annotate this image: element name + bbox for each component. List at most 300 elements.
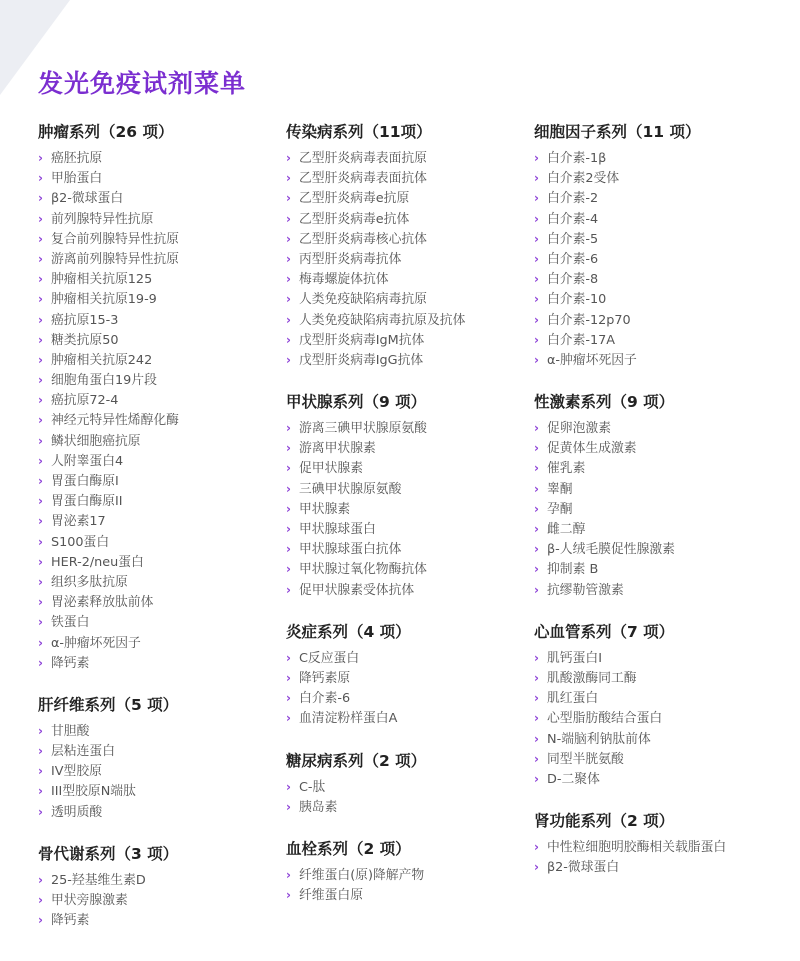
list-item bbox=[38, 188, 288, 208]
list-item bbox=[38, 612, 288, 632]
list-item bbox=[38, 781, 288, 801]
list-item bbox=[534, 708, 784, 728]
item-label: 癌胚抗原 bbox=[51, 151, 103, 166]
chevron-right-icon: › bbox=[38, 514, 43, 529]
chevron-right-icon: › bbox=[534, 171, 539, 186]
item-label: 乙型肝炎病毒e抗体 bbox=[299, 211, 410, 227]
section-title: 糖尿病系列（2 项） bbox=[286, 751, 427, 770]
chevron-right-icon: › bbox=[534, 751, 539, 766]
item-label: 癌抗原15-3 bbox=[51, 312, 119, 328]
section-title: 炎症系列（4 项） bbox=[286, 622, 411, 641]
list-item bbox=[534, 769, 784, 789]
list-item bbox=[286, 330, 536, 350]
item-label: 雌二醇 bbox=[547, 522, 586, 537]
menu-column-3 bbox=[534, 122, 784, 899]
chevron-right-icon: › bbox=[286, 799, 291, 814]
item-label: 甲胎蛋白 bbox=[51, 171, 103, 187]
list-item bbox=[534, 559, 784, 579]
item-label: 白介素-6 bbox=[299, 691, 351, 707]
chevron-right-icon: › bbox=[38, 373, 43, 388]
item-label: 神经元特异性烯醇化酶 bbox=[51, 413, 179, 429]
list-item bbox=[286, 519, 536, 539]
item-label: 促卵泡激素 bbox=[547, 421, 611, 437]
list-item bbox=[534, 269, 784, 289]
item-label: 前列腺特异性抗原 bbox=[51, 211, 154, 227]
list-item bbox=[534, 458, 784, 478]
item-label: α-肿瘤坏死因子 bbox=[547, 352, 637, 368]
menu-column-2 bbox=[286, 122, 536, 927]
list-item bbox=[286, 438, 536, 458]
chevron-right-icon: › bbox=[38, 453, 43, 468]
item-label: 白介素-10 bbox=[547, 292, 607, 308]
item-label: 25-羟基维生素D bbox=[51, 872, 146, 888]
section-title: 肿瘤系列（26 项） bbox=[38, 123, 174, 141]
category-section bbox=[38, 695, 288, 822]
list-item bbox=[286, 289, 536, 309]
item-label: 胃蛋白酶原I bbox=[51, 474, 119, 489]
list-item bbox=[286, 797, 536, 817]
chevron-right-icon: › bbox=[534, 542, 539, 557]
reagent-list bbox=[534, 648, 784, 789]
chevron-right-icon: › bbox=[534, 562, 539, 577]
reagent-list bbox=[534, 418, 784, 600]
item-label: 戊型肝炎病毒IgG抗体 bbox=[299, 352, 424, 368]
category-section bbox=[534, 392, 784, 600]
chevron-right-icon: › bbox=[534, 711, 539, 726]
list-item bbox=[534, 729, 784, 749]
item-label: 降钙素 bbox=[51, 655, 90, 671]
list-item bbox=[286, 188, 536, 208]
list-item bbox=[286, 708, 536, 728]
list-item bbox=[286, 310, 536, 330]
list-item bbox=[534, 499, 784, 519]
list-item bbox=[534, 857, 784, 877]
chevron-right-icon: › bbox=[38, 352, 43, 367]
chevron-right-icon: › bbox=[38, 655, 43, 670]
chevron-right-icon: › bbox=[38, 272, 43, 287]
item-label: 白介素2受体 bbox=[547, 171, 620, 187]
list-item bbox=[38, 269, 288, 289]
list-item bbox=[38, 289, 288, 309]
chevron-right-icon: › bbox=[534, 251, 539, 266]
chevron-right-icon: › bbox=[38, 804, 43, 819]
category-section bbox=[38, 844, 288, 931]
list-item bbox=[38, 870, 288, 890]
item-label: 心型脂肪酸结合蛋白 bbox=[547, 711, 663, 727]
reagent-list bbox=[286, 777, 536, 817]
item-label: 人类免疫缺陷病毒抗原 bbox=[299, 292, 427, 308]
item-label: 胃蛋白酶原II bbox=[51, 494, 123, 510]
list-item bbox=[38, 741, 288, 761]
chevron-right-icon: › bbox=[38, 872, 43, 887]
item-label: 白介素-8 bbox=[547, 272, 599, 288]
chevron-right-icon: › bbox=[286, 888, 291, 903]
chevron-right-icon: › bbox=[534, 461, 539, 476]
chevron-right-icon: › bbox=[286, 867, 291, 882]
chevron-right-icon: › bbox=[534, 211, 539, 226]
item-label: 血清淀粉样蛋白A bbox=[299, 711, 398, 727]
item-label: α-肿瘤坏死因子 bbox=[51, 635, 141, 651]
chevron-right-icon: › bbox=[38, 251, 43, 266]
chevron-right-icon: › bbox=[38, 474, 43, 488]
item-label: β-人绒毛膜促性腺激素 bbox=[547, 542, 675, 558]
item-label: 抑制素 B bbox=[547, 562, 599, 578]
list-item bbox=[38, 229, 288, 249]
list-item bbox=[534, 749, 784, 769]
list-item bbox=[38, 532, 288, 552]
chevron-right-icon: › bbox=[286, 211, 291, 226]
item-label: 游离三碘甲状腺原氨酸 bbox=[299, 421, 427, 437]
item-label: 复合前列腺特异性抗原 bbox=[51, 231, 179, 247]
category-section bbox=[38, 122, 288, 673]
item-label: 肿瘤相关抗原242 bbox=[51, 352, 153, 368]
list-item bbox=[534, 688, 784, 708]
item-label: 肿瘤相关抗原125 bbox=[51, 272, 153, 288]
chevron-right-icon: › bbox=[534, 272, 539, 287]
chevron-right-icon: › bbox=[286, 711, 291, 726]
item-label: 游离前列腺特异性抗原 bbox=[51, 251, 179, 267]
reagent-list bbox=[534, 148, 784, 370]
chevron-right-icon: › bbox=[286, 421, 291, 436]
list-item bbox=[286, 499, 536, 519]
item-label: 纤维蛋白原 bbox=[299, 888, 363, 904]
list-item bbox=[286, 458, 536, 478]
list-item bbox=[286, 865, 536, 885]
item-label: 肿瘤相关抗原19-9 bbox=[51, 292, 157, 308]
chevron-right-icon: › bbox=[38, 171, 43, 186]
item-label: 糖类抗原50 bbox=[51, 332, 119, 348]
list-item bbox=[534, 418, 784, 438]
item-label: HER-2/neu蛋白 bbox=[51, 554, 144, 570]
item-label: 鳞状细胞癌抗原 bbox=[51, 433, 141, 449]
chevron-right-icon: › bbox=[286, 352, 291, 367]
chevron-right-icon: › bbox=[38, 211, 43, 226]
item-label: 人类免疫缺陷病毒抗原及抗体 bbox=[299, 312, 466, 328]
list-item bbox=[38, 350, 288, 370]
chevron-right-icon: › bbox=[286, 670, 291, 685]
category-section bbox=[286, 751, 536, 817]
item-label: 透明质酸 bbox=[51, 804, 103, 820]
list-item bbox=[38, 431, 288, 451]
item-label: 三碘甲状腺原氨酸 bbox=[299, 481, 402, 497]
category-section bbox=[286, 392, 536, 600]
item-label: 促黄体生成激素 bbox=[547, 441, 637, 457]
list-item bbox=[38, 491, 288, 511]
chevron-right-icon: › bbox=[38, 292, 43, 307]
item-label: 胃泌素17 bbox=[51, 514, 106, 530]
list-item bbox=[38, 761, 288, 781]
chevron-right-icon: › bbox=[286, 332, 291, 347]
list-item bbox=[38, 310, 288, 330]
chevron-right-icon: › bbox=[38, 554, 43, 569]
chevron-right-icon: › bbox=[286, 691, 291, 706]
category-section bbox=[534, 622, 784, 789]
item-label: 孕酮 bbox=[547, 501, 573, 517]
item-label: 甲状腺过氧化物酶抗体 bbox=[299, 562, 427, 578]
item-label: 白介素-12p70 bbox=[547, 312, 631, 328]
chevron-right-icon: › bbox=[38, 534, 43, 549]
chevron-right-icon: › bbox=[38, 893, 43, 907]
list-item bbox=[534, 837, 784, 857]
reagent-list bbox=[534, 837, 784, 877]
section-title: 传染病系列（11项） bbox=[286, 123, 432, 141]
item-label: 组织多肽抗原 bbox=[51, 574, 128, 590]
section-title: 甲状腺系列（9 项） bbox=[286, 393, 427, 412]
item-label: 肌钙蛋白I bbox=[547, 650, 602, 666]
chevron-right-icon: › bbox=[534, 481, 539, 496]
list-item bbox=[534, 148, 784, 168]
list-item bbox=[38, 802, 288, 822]
item-label: 游离甲状腺素 bbox=[299, 441, 376, 457]
list-item bbox=[38, 910, 288, 930]
list-item bbox=[286, 580, 536, 600]
list-item bbox=[534, 539, 784, 559]
menu-column-1 bbox=[38, 122, 288, 952]
list-item bbox=[534, 229, 784, 249]
list-item bbox=[534, 310, 784, 330]
reagent-list bbox=[286, 418, 536, 600]
chevron-right-icon: › bbox=[38, 595, 43, 610]
item-label: 乙型肝炎病毒表面抗原 bbox=[299, 151, 427, 166]
item-label: 肌酸激酶同工酶 bbox=[547, 670, 637, 686]
list-item bbox=[286, 885, 536, 905]
item-label: 甲状腺球蛋白抗体 bbox=[299, 542, 402, 558]
chevron-right-icon: › bbox=[38, 615, 43, 630]
category-section bbox=[286, 622, 536, 729]
list-item bbox=[38, 330, 288, 350]
chevron-right-icon: › bbox=[38, 764, 43, 779]
reagent-list bbox=[286, 865, 536, 905]
item-label: 白介素-6 bbox=[547, 251, 599, 267]
item-label: 甘胆酸 bbox=[51, 723, 90, 739]
chevron-right-icon: › bbox=[534, 691, 539, 706]
item-label: 中性粒细胞明胶酶相关载脂蛋白 bbox=[547, 840, 727, 856]
item-label: 甲状腺素 bbox=[299, 501, 351, 517]
chevron-right-icon: › bbox=[286, 312, 291, 327]
reagent-list bbox=[38, 148, 288, 673]
chevron-right-icon: › bbox=[534, 650, 539, 665]
item-label: C反应蛋白 bbox=[299, 650, 360, 666]
section-title: 心血管系列（7 项） bbox=[534, 622, 675, 641]
chevron-right-icon: › bbox=[534, 670, 539, 685]
list-item bbox=[286, 168, 536, 188]
category-section bbox=[286, 122, 536, 370]
list-item bbox=[38, 168, 288, 188]
item-label: 乙型肝炎病毒e抗原 bbox=[299, 191, 410, 207]
section-title: 肾功能系列（2 项） bbox=[534, 812, 675, 831]
item-label: 丙型肝炎病毒抗体 bbox=[299, 251, 402, 267]
category-section bbox=[286, 839, 536, 905]
list-item bbox=[286, 648, 536, 668]
list-item bbox=[38, 390, 288, 410]
item-label: 白介素-4 bbox=[547, 211, 599, 227]
list-item bbox=[38, 249, 288, 269]
chevron-right-icon: › bbox=[38, 913, 43, 928]
list-item bbox=[534, 350, 784, 370]
list-item bbox=[38, 592, 288, 612]
chevron-right-icon: › bbox=[534, 312, 539, 327]
list-item bbox=[286, 418, 536, 438]
item-label: 乙型肝炎病毒表面抗体 bbox=[299, 171, 427, 187]
chevron-right-icon: › bbox=[534, 501, 539, 516]
item-label: 抗缪勒管激素 bbox=[547, 582, 624, 598]
item-label: 甲状腺球蛋白 bbox=[299, 522, 376, 537]
item-label: 同型半胱氨酸 bbox=[547, 751, 624, 767]
chevron-right-icon: › bbox=[534, 582, 539, 597]
list-item bbox=[38, 148, 288, 168]
list-item bbox=[534, 249, 784, 269]
chevron-right-icon: › bbox=[286, 461, 291, 476]
reagent-list bbox=[38, 870, 288, 931]
chevron-right-icon: › bbox=[534, 292, 539, 307]
item-label: 促甲状腺素受体抗体 bbox=[299, 582, 415, 598]
chevron-right-icon: › bbox=[38, 635, 43, 650]
chevron-right-icon: › bbox=[286, 441, 291, 456]
item-label: C-肽 bbox=[299, 779, 326, 795]
chevron-right-icon: › bbox=[38, 413, 43, 428]
section-title: 骨代谢系列（3 项） bbox=[38, 844, 179, 863]
item-label: 肌红蛋白 bbox=[547, 691, 599, 707]
category-section bbox=[534, 811, 784, 877]
item-label: 铁蛋白 bbox=[51, 615, 90, 631]
chevron-right-icon: › bbox=[38, 191, 43, 206]
item-label: 白介素-2 bbox=[547, 191, 599, 207]
item-label: IV型胶原 bbox=[51, 764, 102, 780]
section-title: 细胞因子系列（11 项） bbox=[534, 123, 701, 141]
list-item bbox=[534, 330, 784, 350]
item-label: 细胞角蛋白19片段 bbox=[51, 373, 157, 389]
section-title: 性激素系列（9 项） bbox=[534, 393, 675, 412]
chevron-right-icon: › bbox=[286, 650, 291, 665]
chevron-right-icon: › bbox=[534, 840, 539, 855]
list-item bbox=[286, 209, 536, 229]
chevron-right-icon: › bbox=[286, 251, 291, 266]
chevron-right-icon: › bbox=[286, 231, 291, 246]
list-item bbox=[286, 148, 536, 168]
list-item bbox=[534, 188, 784, 208]
list-item bbox=[286, 777, 536, 797]
chevron-right-icon: › bbox=[38, 784, 43, 799]
chevron-right-icon: › bbox=[38, 723, 43, 738]
chevron-right-icon: › bbox=[286, 191, 291, 206]
list-item bbox=[38, 721, 288, 741]
item-label: 胃泌素释放肽前体 bbox=[51, 595, 154, 611]
chevron-right-icon: › bbox=[286, 272, 291, 287]
item-label: D-二聚体 bbox=[547, 771, 600, 787]
item-label: 甲状旁腺激素 bbox=[51, 893, 128, 908]
list-item bbox=[38, 471, 288, 491]
list-item bbox=[534, 479, 784, 499]
item-label: III型胶原N端肽 bbox=[51, 784, 136, 800]
chevron-right-icon: › bbox=[286, 292, 291, 307]
list-item bbox=[534, 668, 784, 688]
chevron-right-icon: › bbox=[286, 779, 291, 794]
reagent-list bbox=[286, 648, 536, 729]
list-item bbox=[38, 653, 288, 673]
list-item bbox=[286, 668, 536, 688]
chevron-right-icon: › bbox=[286, 481, 291, 496]
item-label: 白介素-5 bbox=[547, 231, 599, 247]
chevron-right-icon: › bbox=[534, 441, 539, 456]
chevron-right-icon: › bbox=[286, 171, 291, 186]
chevron-right-icon: › bbox=[286, 542, 291, 557]
list-item bbox=[286, 688, 536, 708]
page-title: 发光免疫试剂菜单 bbox=[38, 69, 247, 98]
item-label: S100蛋白 bbox=[51, 534, 110, 550]
list-item bbox=[38, 410, 288, 430]
item-label: 白介素-1β bbox=[547, 151, 607, 166]
list-item bbox=[38, 370, 288, 390]
list-item bbox=[38, 451, 288, 471]
chevron-right-icon: › bbox=[534, 332, 539, 347]
list-item bbox=[534, 580, 784, 600]
list-item bbox=[534, 209, 784, 229]
chevron-right-icon: › bbox=[38, 393, 43, 408]
item-label: N-端脑利钠肽前体 bbox=[547, 731, 651, 747]
chevron-right-icon: › bbox=[286, 501, 291, 516]
chevron-right-icon: › bbox=[534, 231, 539, 246]
item-label: 乙型肝炎病毒核心抗体 bbox=[299, 231, 427, 247]
list-item bbox=[534, 168, 784, 188]
list-item bbox=[534, 648, 784, 668]
item-label: 睾酮 bbox=[547, 481, 573, 497]
list-item bbox=[286, 249, 536, 269]
chevron-right-icon: › bbox=[286, 151, 291, 165]
chevron-right-icon: › bbox=[534, 352, 539, 367]
category-section bbox=[534, 122, 784, 370]
item-label: 人附睾蛋白4 bbox=[51, 453, 124, 469]
item-label: 戊型肝炎病毒IgM抗体 bbox=[299, 332, 425, 348]
list-item bbox=[534, 519, 784, 539]
chevron-right-icon: › bbox=[38, 231, 43, 246]
list-item bbox=[534, 289, 784, 309]
chevron-right-icon: › bbox=[534, 522, 539, 536]
item-label: 促甲状腺素 bbox=[299, 461, 363, 477]
list-item bbox=[286, 350, 536, 370]
list-item bbox=[286, 229, 536, 249]
chevron-right-icon: › bbox=[38, 332, 43, 347]
list-item bbox=[38, 552, 288, 572]
chevron-right-icon: › bbox=[534, 191, 539, 206]
section-title: 血栓系列（2 项） bbox=[286, 839, 411, 858]
item-label: 纤维蛋白(原)降解产物 bbox=[299, 867, 425, 883]
chevron-right-icon: › bbox=[534, 771, 539, 786]
chevron-right-icon: › bbox=[38, 574, 43, 589]
item-label: 白介素-17A bbox=[547, 332, 616, 348]
chevron-right-icon: › bbox=[286, 562, 291, 577]
list-item bbox=[286, 479, 536, 499]
chevron-right-icon: › bbox=[286, 522, 291, 536]
item-label: 降钙素原 bbox=[299, 670, 351, 686]
list-item bbox=[38, 511, 288, 531]
reagent-list bbox=[38, 721, 288, 822]
item-label: 催乳素 bbox=[547, 461, 586, 477]
chevron-right-icon: › bbox=[38, 312, 43, 327]
list-item bbox=[286, 539, 536, 559]
chevron-right-icon: › bbox=[534, 860, 539, 875]
chevron-right-icon: › bbox=[38, 744, 43, 759]
list-item bbox=[38, 890, 288, 910]
list-item bbox=[38, 633, 288, 653]
list-item bbox=[286, 559, 536, 579]
reagent-list bbox=[286, 148, 536, 370]
chevron-right-icon: › bbox=[534, 421, 539, 436]
list-item bbox=[38, 572, 288, 592]
chevron-right-icon: › bbox=[534, 731, 539, 746]
chevron-right-icon: › bbox=[38, 433, 43, 448]
item-label: β2-微球蛋白 bbox=[547, 860, 620, 876]
item-label: 癌抗原72-4 bbox=[51, 393, 119, 409]
